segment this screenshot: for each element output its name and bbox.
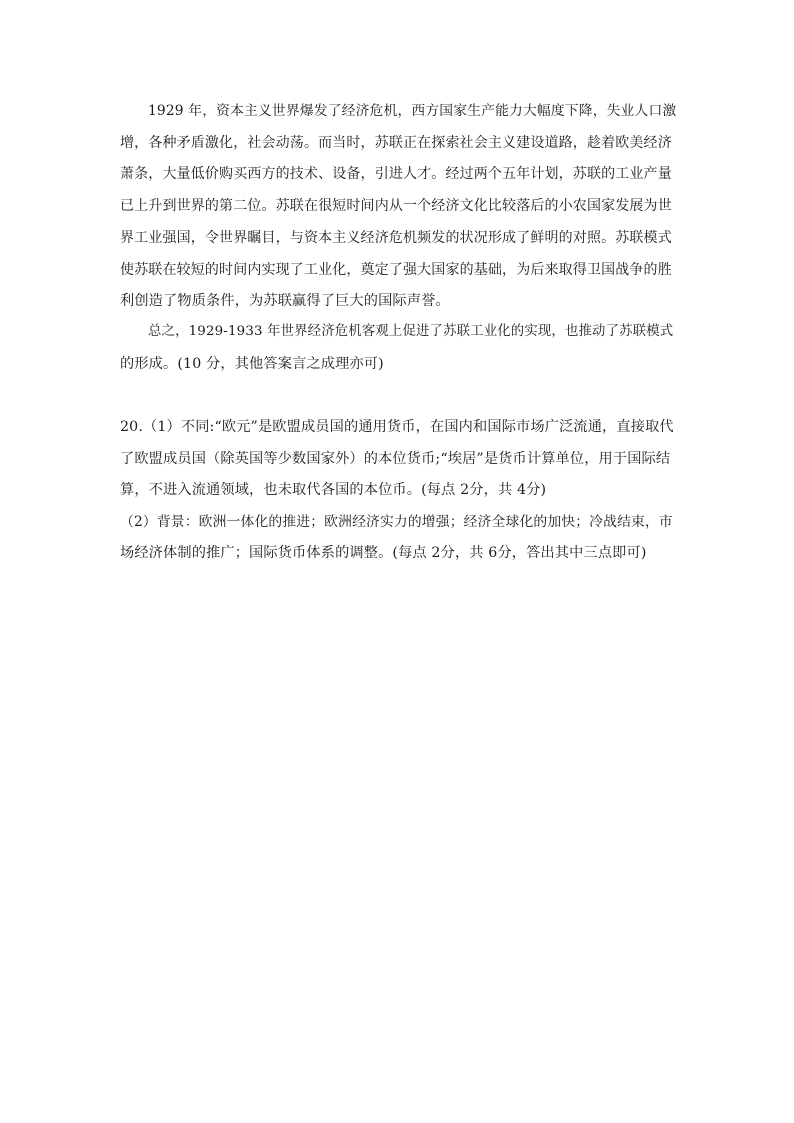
answer-line: （2）背景：欧洲一体化的推进；欧洲经济实力的增强；经济全球化的加快；冷战结束，市	[120, 514, 673, 530]
paragraph-line: 界工业强国，令世界瞩目，与资本主义经济危机频发的状况形成了鲜明的对照。苏联模式	[120, 230, 672, 246]
paragraph-line: 增，各种矛盾激化，社会动荡。而当时，苏联正在探索社会主义建设道路，趁着欧美经济	[120, 135, 672, 151]
paragraph-line: 利创造了物质条件，为苏联赢得了巨大的国际声誉。	[120, 293, 450, 309]
paragraph-line: 使苏联在较短的时间内实现了工业化，奠定了强大国家的基础，为后来取得卫国战争的胜	[120, 262, 672, 278]
paragraph-line: 已上升到世界的第二位。苏联在很短时间内从一个经济文化比较落后的小农国家发展为世	[120, 198, 672, 214]
paragraph-line: 1929 年，资本主义世界爆发了经济危机，西方国家生产能力大幅度下降，失业人口激	[148, 103, 677, 119]
answer-line: 算，不进入流通领域，也未取代各国的本位币。(每点 2分，共 4分)	[120, 482, 547, 498]
paragraph-line: 萧条，大量低价购买西方的技术、设备，引进人才。经过两个五年计划，苏联的工业产量	[120, 166, 672, 182]
answer-line: 了欧盟成员国（除英国等少数国家外）的本位货币;“埃居”是货币计算单位，用于国际结	[120, 451, 671, 467]
answer-line: 20.（1）不同:“欧元”是欧盟成员国的通用货币，在国内和国际市场广泛流通，直接取代	[120, 419, 674, 435]
paragraph-line: 总之，1929-1933 年世界经济危机客观上促进了苏联工业化的实现，也推动了苏联模式	[148, 324, 674, 339]
answer-line: 场经济体制的推广；国际货币体系的调整。(每点 2分，共 6分，答出其中三点即可)	[120, 545, 647, 561]
paragraph-line: 的形成。(10 分，其他答案言之成理亦可)	[120, 356, 384, 372]
